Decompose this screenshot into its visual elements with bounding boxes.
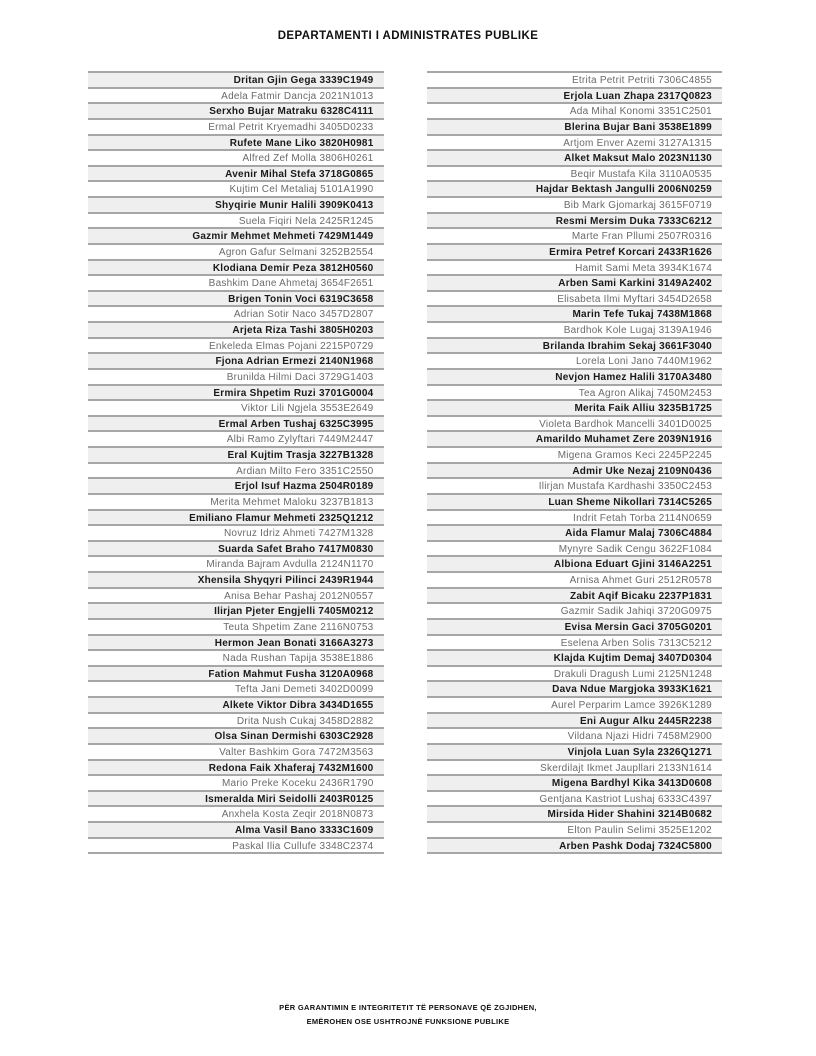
list-item: Dritan Gjin Gega 3339C1949 [88, 71, 384, 87]
list-item: Amarildo Muhamet Zere 2039N1916 [427, 430, 723, 446]
list-item: Luan Sheme Nikollari 7314C5265 [427, 493, 723, 509]
list-item: Nada Rushan Tapija 3538E1886 [88, 649, 384, 665]
list-item: Blerina Bujar Bani 3538E1899 [427, 118, 723, 134]
list-item: Redona Faik Xhaferaj 7432M1600 [88, 759, 384, 775]
list-item: Brigen Tonin Voci 6319C3658 [88, 290, 384, 306]
list-item: Brunilda Hilmi Daci 3729G1403 [88, 368, 384, 384]
list-item: Erjol Isuf Hazma 2504R0189 [88, 477, 384, 493]
list-item: Migena Gramos Keci 2245P2245 [427, 446, 723, 462]
list-item: Resmi Mersim Duka 7333C6212 [427, 212, 723, 228]
list-item: Adrian Sotir Naco 3457D2807 [88, 305, 384, 321]
list-item: Eral Kujtim Trasja 3227B1328 [88, 446, 384, 462]
list-item: Mynyre Sadik Cengu 3622F1084 [427, 540, 723, 556]
list-item: Ilirjan Pjeter Engjelli 7405M0212 [88, 602, 384, 618]
list-item: Albiona Eduart Gjini 3146A2251 [427, 555, 723, 571]
list-item: Elisabeta Ilmi Myftari 3454D2658 [427, 290, 723, 306]
list-item: Gentjana Kastriot Lushaj 6333C4397 [427, 790, 723, 806]
list-item: Anisa Behar Pashaj 2012N0557 [88, 587, 384, 603]
list-item: Avenir Mihal Stefa 3718G0865 [88, 165, 384, 181]
name-list [88, 71, 722, 854]
list-item: Alma Vasil Bano 3333C1609 [88, 821, 384, 837]
list-item: Arjeta Riza Tashi 3805H0203 [88, 321, 384, 337]
list-item: Tea Agron Alikaj 7450M2453 [427, 384, 723, 400]
list-item: Drita Nush Cukaj 3458D2882 [88, 712, 384, 728]
list-item: Dava Ndue Margjoka 3933K1621 [427, 680, 723, 696]
list-item: Novruz Idriz Ahmeti 7427M1328 [88, 524, 384, 540]
list-item: Ismeralda Miri Seidolli 2403R0125 [88, 790, 384, 806]
list-item: Suela Fiqiri Nela 2425R1245 [88, 212, 384, 228]
list-item: Alfred Zef Molla 3806H0261 [88, 149, 384, 165]
list-item: Arnisa Ahmet Guri 2512R0578 [427, 571, 723, 587]
list-item: Enkeleda Elmas Pojani 2215P0729 [88, 337, 384, 353]
list-item: Drakuli Dragush Lumi 2125N1248 [427, 665, 723, 681]
list-item: Nevjon Hamez Halili 3170A3480 [427, 368, 723, 384]
list-item: Bashkim Dane Ahmetaj 3654F2651 [88, 274, 384, 290]
list-item: Artjom Enver Azemi 3127A1315 [427, 134, 723, 150]
list-item: Ermira Petref Korcari 2433R1626 [427, 243, 723, 259]
list-item: Mirsida Hider Shahini 3214B0682 [427, 805, 723, 821]
list-item: Bardhok Kole Lugaj 3139A1946 [427, 321, 723, 337]
list-item: Aurel Perparim Lamce 3926K1289 [427, 696, 723, 712]
list-item: Miranda Bajram Avdulla 2124N1170 [88, 555, 384, 571]
list-item: Hajdar Bektash Jangulli 2006N0259 [427, 180, 723, 196]
list-item: Suarda Safet Braho 7417M0830 [88, 540, 384, 556]
list-item: Ilirjan Mustafa Kardhashi 3350C2453 [427, 477, 723, 493]
list-item: Viktor Lili Ngjela 3553E2649 [88, 399, 384, 415]
list-item: Merita Faik Alliu 3235B1725 [427, 399, 723, 415]
list-item: Kujtim Cel Metaliaj 5101A1990 [88, 180, 384, 196]
list-item: Etrita Petrit Petriti 7306C4855 [427, 71, 723, 87]
list-item: Evisa Mersin Gaci 3705G0201 [427, 618, 723, 634]
list-item: Ermal Petrit Kryemadhi 3405D0233 [88, 118, 384, 134]
list-item: Valter Bashkim Gora 7472M3563 [88, 743, 384, 759]
list-item: Hermon Jean Bonati 3166A3273 [88, 634, 384, 650]
list-item: Merita Mehmet Maloku 3237B1813 [88, 493, 384, 509]
list-item: Shyqirie Munir Halili 3909K0413 [88, 196, 384, 212]
list-item: Alkete Viktor Dibra 3434D1655 [88, 696, 384, 712]
list-item: Marin Tefe Tukaj 7438M1868 [427, 305, 723, 321]
list-item: Bib Mark Gjomarkaj 3615F0719 [427, 196, 723, 212]
list-item: Migena Bardhyl Kika 3413D0608 [427, 774, 723, 790]
footer-line-2: EMËROHEN OSE USHTROJNË FUNKSIONE PUBLIKE [306, 1017, 510, 1026]
list-item: Arben Pashk Dodaj 7324C5800 [427, 837, 723, 853]
footer-note [0, 1001, 816, 1029]
list-item: Hamit Sami Meta 3934K1674 [427, 259, 723, 275]
list-item: Albi Ramo Zylyftari 7449M2447 [88, 430, 384, 446]
list-item: Elton Paulin Selimi 3525E1202 [427, 821, 723, 837]
list-item: Rufete Mane Liko 3820H0981 [88, 134, 384, 150]
list-item: Lorela Loni Jano 7440M1962 [427, 352, 723, 368]
list-item: Admir Uke Nezaj 2109N0436 [427, 462, 723, 478]
list-item: Zabit Aqif Bicaku 2237P1831 [427, 587, 723, 603]
list-item: Beqir Mustafa Kila 3110A0535 [427, 165, 723, 181]
list-item: Vildana Njazi Hidri 7458M2900 [427, 727, 723, 743]
list-item: Olsa Sinan Dermishi 6303C2928 [88, 727, 384, 743]
list-item: Serxho Bujar Matraku 6328C4111 [88, 102, 384, 118]
list-item: Adela Fatmir Dancja 2021N1013 [88, 87, 384, 103]
list-item: Ermira Shpetim Ruzi 3701G0004 [88, 384, 384, 400]
name-list-column-left [88, 71, 384, 854]
list-item: Emiliano Flamur Mehmeti 2325Q1212 [88, 509, 384, 525]
list-item: Teuta Shpetim Zane 2116N0753 [88, 618, 384, 634]
list-item: Skerdilajt Ikmet Jaupllari 2133N1614 [427, 759, 723, 775]
list-item: Ardian Milto Fero 3351C2550 [88, 462, 384, 478]
list-item: Klajda Kujtim Demaj 3407D0304 [427, 649, 723, 665]
list-item: Brilanda Ibrahim Sekaj 3661F3040 [427, 337, 723, 353]
list-item: Anxhela Kosta Zeqir 2018N0873 [88, 805, 384, 821]
list-item: Gazmir Mehmet Mehmeti 7429M1449 [88, 227, 384, 243]
list-item: Mario Preke Koceku 2436R1790 [88, 774, 384, 790]
list-item: Xhensila Shyqyri Pilinci 2439R1944 [88, 571, 384, 587]
list-item: Agron Gafur Selmani 3252B2554 [88, 243, 384, 259]
list-item: Eni Augur Alku 2445R2238 [427, 712, 723, 728]
list-item: Marte Fran Pllumi 2507R0316 [427, 227, 723, 243]
list-item: Indrit Fetah Torba 2114N0659 [427, 509, 723, 525]
list-item: Erjola Luan Zhapa 2317Q0823 [427, 87, 723, 103]
list-item: Klodiana Demir Peza 3812H0560 [88, 259, 384, 275]
list-item: Arben Sami Karkini 3149A2402 [427, 274, 723, 290]
list-item: Aida Flamur Malaj 7306C4884 [427, 524, 723, 540]
list-item: Eselena Arben Solis 7313C5212 [427, 634, 723, 650]
list-item: Fation Mahmut Fusha 3120A0968 [88, 665, 384, 681]
list-item: Paskal Ilia Cullufe 3348C2374 [88, 837, 384, 853]
name-list-column-right [427, 71, 723, 854]
list-item: Ada Mihal Konomi 3351C2501 [427, 102, 723, 118]
page-title: DEPARTAMENTI I ADMINISTRATES PUBLIKE [277, 30, 539, 42]
list-item: Vinjola Luan Syla 2326Q1271 [427, 743, 723, 759]
list-item: Fjona Adrian Ermezi 2140N1968 [88, 352, 384, 368]
list-item: Ermal Arben Tushaj 6325C3995 [88, 415, 384, 431]
list-item: Violeta Bardhok Mancelli 3401D0025 [427, 415, 723, 431]
list-item: Alket Maksut Malo 2023N1130 [427, 149, 723, 165]
footer-line-1: PËR GARANTIMIN E INTEGRITETIT TË PERSONAVE QË ZGJIDHEN, [279, 1003, 537, 1012]
list-item: Gazmir Sadik Jahiqi 3720G0975 [427, 602, 723, 618]
list-item: Tefta Jani Demeti 3402D0099 [88, 680, 384, 696]
